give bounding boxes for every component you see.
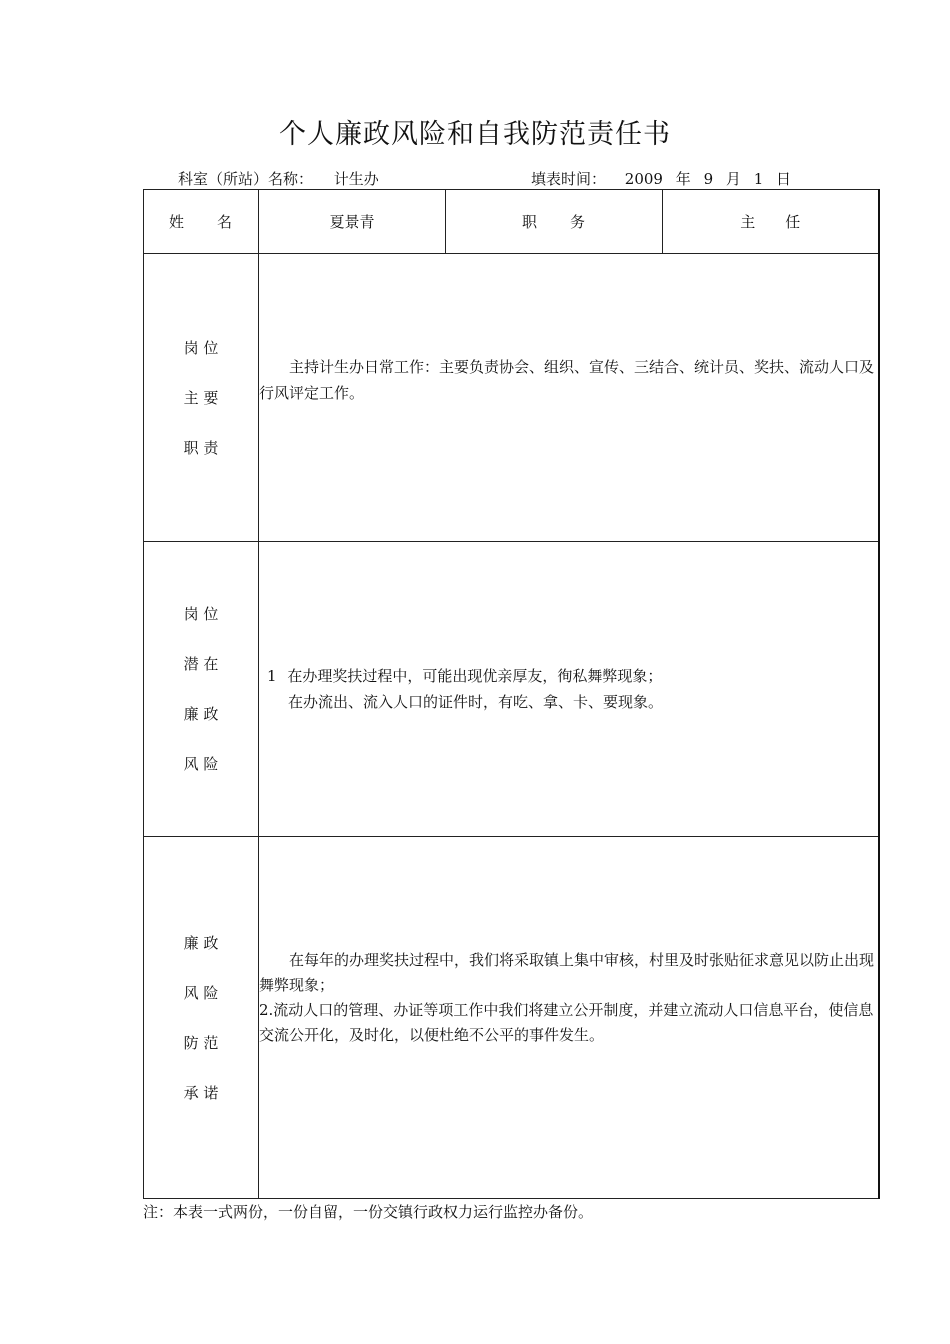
commitments-row [144,837,879,1199]
risk-item-2: 在办流出、流入人口的证件时，有吃、拿、卡、要现象。 [288,693,664,711]
risks-label [144,542,259,837]
header-row [144,190,879,254]
risk-item-1 [259,663,878,689]
name-value: 夏景青 [259,190,446,254]
risk-item-1-text: 在办理奖扶过程中，可能出现优亲厚友，徇私舞弊现象； [287,667,663,685]
risks-label-line: 潜 在 [183,655,219,673]
name-label: 姓 名 [144,190,259,254]
commitments-label [144,837,259,1199]
duties-label-line: 主 要 [183,388,219,407]
document-title: 个人廉政风险和自我防范责任书 [279,119,671,150]
commitments-label-line: 承 诺 [183,1083,219,1102]
date-day-unit: 日 [776,170,792,188]
duties-label-line: 岗 位 [183,338,219,357]
position-label: 职 务 [446,190,663,254]
risks-content [259,542,879,837]
duties-row [144,254,879,542]
commitments-content [259,837,879,1199]
fill-date-field [531,168,791,189]
date-month-unit: 月 [725,170,741,188]
risks-label-line: 岗 位 [183,605,219,623]
responsibility-form-table [143,189,880,1199]
department-value: 计生办 [333,170,379,188]
duties-content [259,254,879,542]
date-month: 9 [703,170,714,188]
risks-label-line: 廉 政 [183,705,219,723]
fill-date-label: 填表时间： [531,170,607,188]
department-label: 科室（所站）名称： [178,170,314,188]
position-value: 主 任 [663,190,879,254]
commitments-label-line: 风 险 [183,983,219,1002]
duties-text: 主持计生办日常工作：主要负责协会、组织、宣传、三结合、统计员、奖扶、流动人口及行风评定工作。 [259,357,875,402]
risk-item-1-number: 1 [267,667,277,685]
duties-label [144,254,259,542]
risks-row [144,542,879,837]
department-field [178,168,379,189]
commitments-label-line: 防 范 [183,1033,219,1052]
date-day: 1 [753,170,764,188]
commitment-item-1: 在每年的办理奖扶过程中，我们将采取镇上集中审核，村里及时张贴征求意见以防止出现舞弊现象； [259,950,875,994]
commitment-item-2: 2.流动人口的管理、办证等项工作中我们将建立公开制度，并建立流动人口信息平台，使信息交流公开化，及时化，以便杜绝不公平的事件发生。 [259,1000,874,1044]
date-year-unit: 年 [675,170,691,188]
duties-label-line: 职 责 [183,438,219,457]
date-year: 2009 [624,170,663,188]
commitments-label-line: 廉 政 [183,933,219,952]
footnote: 注：本表一式两份，一份自留，一份交镇行政权力运行监控办备份。 [143,1203,594,1221]
risks-label-line: 风 险 [183,755,219,773]
